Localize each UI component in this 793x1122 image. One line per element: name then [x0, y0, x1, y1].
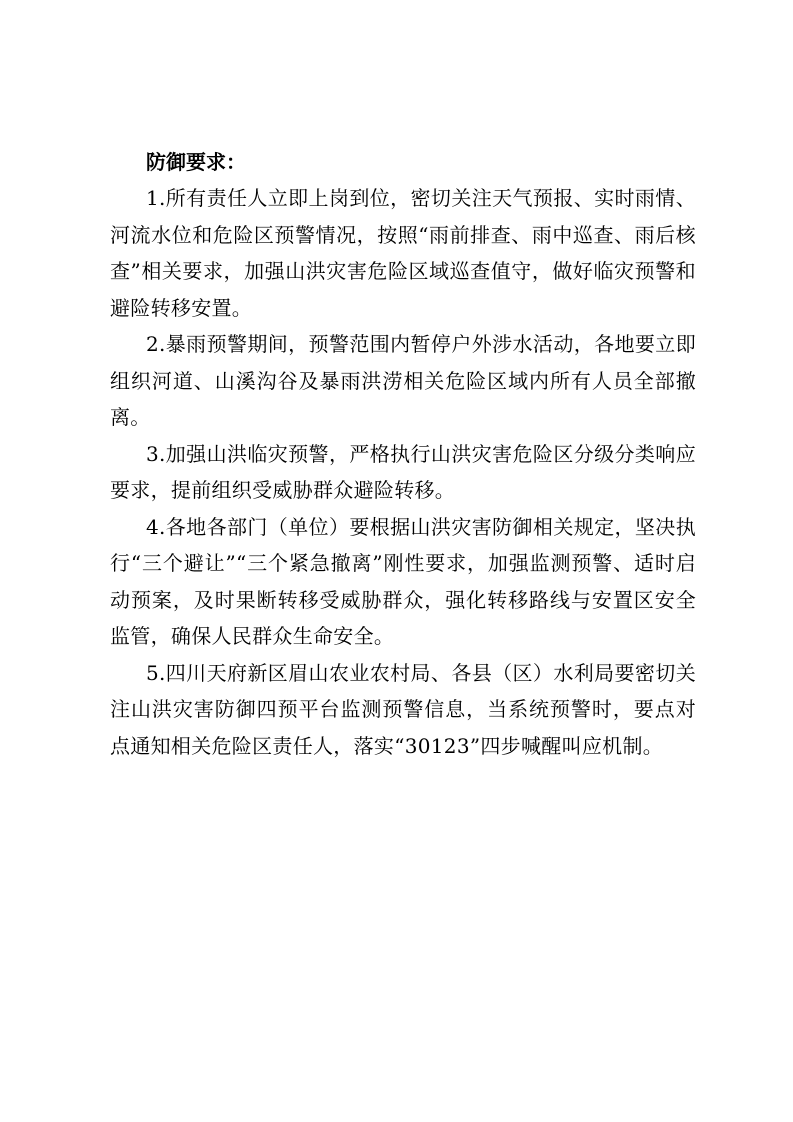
section-heading: 防御要求： — [146, 150, 246, 174]
document-body — [110, 144, 696, 764]
requirement-item-1: 1.所有责任人立即上岗到位，密切关注天气预报、实时雨情、河流水位和危险区预警情况，按照“雨前排查、雨中巡查、雨后核查”相关要求，加强山洪灾害危险区域巡查值守，做好临灾预警和避险转移安置。 — [110, 186, 696, 320]
requirement-item-2: 2.暴雨预警期间，预警范围内暂停户外涉水活动，各地要立即组织河道、山溪沟谷及暴雨洪涝相关危险区域内所有人员全部撤离。 — [110, 332, 696, 429]
requirement-item-3: 3.加强山洪临灾预警，严格执行山洪灾害危险区分级分类响应要求，提前组织受威胁群众避险转移。 — [110, 441, 696, 502]
requirement-item-5: 5.四川天府新区眉山农业农村局、各县（区）水利局要密切关注山洪灾害防御四预平台监测预警信息，当系统预警时，要点对点通知相关危险区责任人，落实“30123”四步喊醒叫应机制。 — [110, 660, 696, 758]
requirement-item-4: 4.各地各部门（单位）要根据山洪灾害防御相关规定，坚决执行“三个避让”“三个紧急撤离”刚性要求，加强监测预警、适时启动预案，及时果断转移受威胁群众，强化转移路线与安置区安全监管，确保人民群众生命安全。 — [110, 514, 696, 648]
